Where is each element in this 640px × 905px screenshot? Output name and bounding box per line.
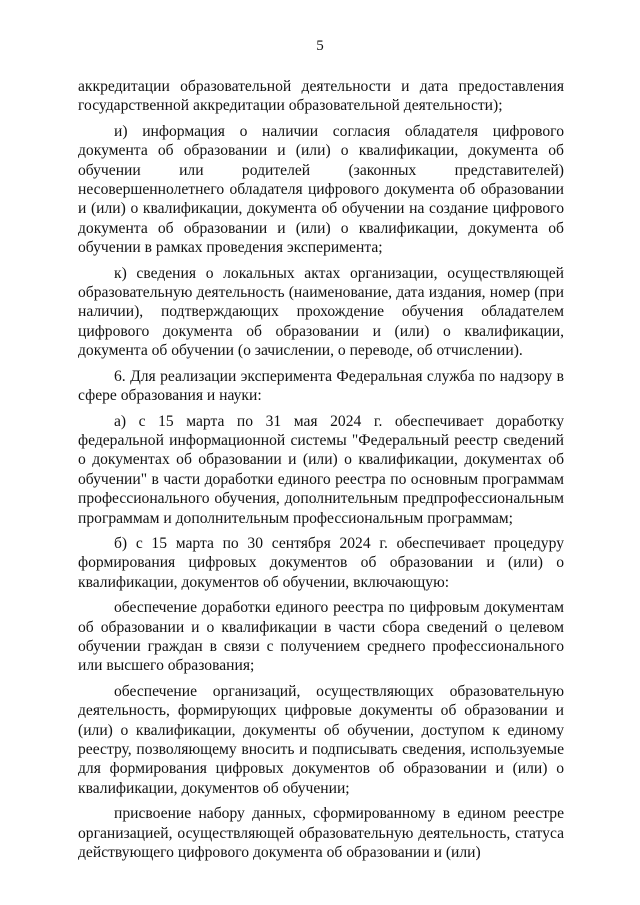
paragraph-continuation: аккредитации образовательной деятельности и дата предоставления государственной аккредитации образовательной деятельности); (78, 78, 564, 115)
page-number: 5 (316, 38, 324, 54)
document-body (78, 77, 564, 862)
paragraph-subitem-registry: обеспечение доработки единого реестра по цифровым документам об образовании и о квалификации в части сбора сведений о целевом обучении граждан в связи с получением среднего профессионального или высшего образования; (78, 599, 564, 675)
paragraph-item-k: к) сведения о локальных актах организации, осуществляющей образовательную деятельность (наименование, дата издания, номер (при наличии), подтверждающих прохождение обучения обладателем цифрового документа об образовании и (или) о квалификации, документа об обучении (о зачислении, о переводе, об отчислении). (78, 264, 564, 360)
paragraph-section-6: 6. Для реализации эксперимента Федеральная служба по надзору в сфере образования и науки: (78, 367, 564, 405)
paragraph-item-b: б) с 15 марта по 30 сентября 2024 г. обеспечивает процедуру формирования цифровых документов об образовании и (или) о квалификации, документов об обучении, включающую: (78, 534, 564, 591)
paragraph-item-a: а) с 15 марта по 31 мая 2024 г. обеспечивает доработку федеральной информационной системы "Федеральный реестр сведений о документах об образовании и (или) о квалификации, документах об обучении" в части доработки единого реестра по основным программам профессионального обучения, дополнительным предпрофессиональным программам и дополнительным профессиональным программам; (78, 412, 564, 527)
paragraph-subitem-status: присвоение набору данных, сформированному в едином реестре организацией, осуществляющей образовательную деятельность, статуса действующего цифрового документа об образовании и (или) (78, 805, 564, 862)
paragraph-item-i: и) информация о наличии согласия обладателя цифрового документа об образовании и (или) о квалификации, документа об обучении или родителей (законных представителей) несовершеннолетнего обладателя цифрового документа об образовании и (или) о квалификации, документа об обучении на создание цифрового документа об образовании и (или) о квалификации, документа об обучении в рамках проведения эксперимента; (78, 122, 564, 257)
paragraph-subitem-access: обеспечение организаций, осуществляющих образовательную деятельность, формирующих цифровые документы об образовании и (или) о квалификации, документы об обучении, доступом к единому реестру, позволяющему вносить и подписывать сведения, используемые для формирования цифровых документов об образовании и (или) о квалификации, документов об обучении; (78, 682, 564, 797)
